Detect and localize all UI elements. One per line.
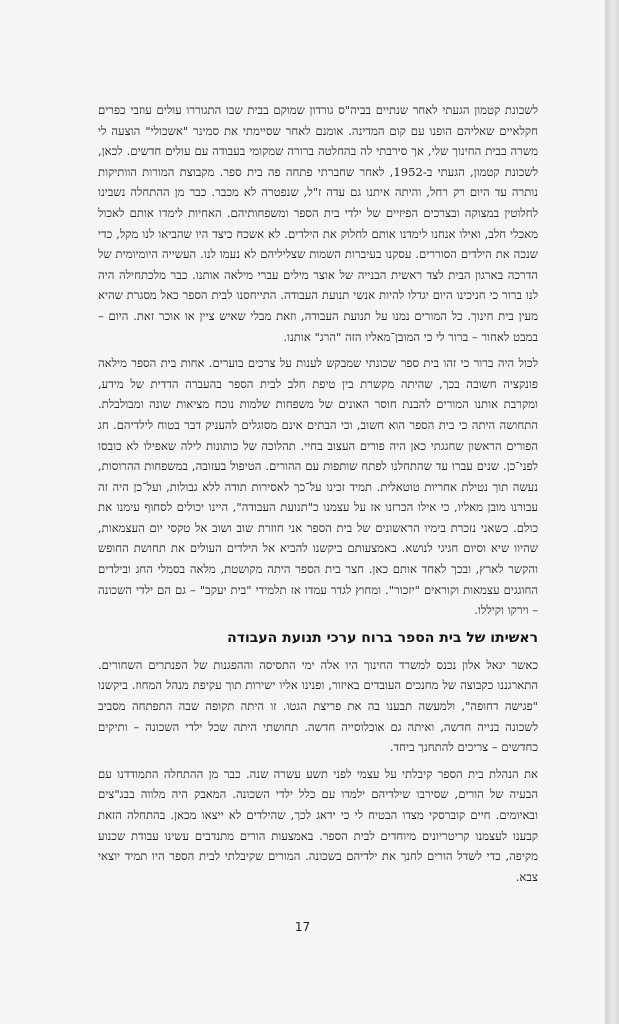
- paragraph-3: כאשר יגאל אלון נכנס למשרד החינוך היו אלה ימי התסיסה וההפגנות של הפנתרים השחורים. התארגננו כקבוצה של מחנכים העובדים באיזור, ופנינו אליו ישירות תוך עקיפת מנהל המחוז. ביקשנו "פגישה דחופה", ולמעשה תבענו בה את פריצת הגטו. זו היתה תקופה שבה התפתחה מסביב לשכונה בנייה חדשה, ואיתה גם אוכלוסייה חדשה. תחושתי היתה שכל ילדי השכונה – ותיקים כחדשים – צריכים להתחנך ביחד.: [98, 657, 538, 755]
- page-text: [98, 100, 538, 893]
- page-edge: [605, 0, 619, 1024]
- paragraph-2: לכול היה ברור כי זהו בית ספר שכונתי שמבקש לענות על צרכים בוערים. אחות בית הספר מילאה פונקציה חשובה בכך, שהיתה מקשרת בין טיפת חלב לבית הספר בהעברה הדדית של מידע, ומקרבת אותנו המורים להבנת חוסר האונים של משפחות שלמות נוכח מציאות שונה ומבולבלת. התחושה היתה כי בית הספר הוא חשוב, וכי הבתים אינם מסוגלים להעניק דבר בטוח לילדיהם. חג הפורים הראשון שחגגתי כאן היה פורים העצוב בחיי. תהלוכה של כותונות לילה שאפילו לא כובסו לפני־כן. שנים עברו עד שהתחלנו לפתח שותפות עם ההורים. הטיפול בעזובה, במשפחות ההרוסות, נעשה תוך נטילת אחריות טוטאלית. תמיד זכינו על־כך לאסירות תודה ללא גבולות, ועל־כן היה זה עבורנו מובן מאליו, כי אילו הכרזנו אז על עצמנו כ"תנועת העבודה", היינו יכולים לסחוף עימנו את כולם. כשאני נזכרת בימיו הראשונים של בית הספר אני חוזרת שוב ושוב אל טקסי יום העצמאות, שהיוו שיא וסיום חגיגי לנושא. באמצעותם ביקשנו להביא אל הילדים העולים את תחושת החופש והקשר לארץ, ובכך לאחד אותם כאן. חצר בית הספר היתה מקושטת, מלאה בסמלי החג ובילדים החוגגים עצמאות וקוראים "יזכור". ומחוץ לגדר עמדו אז תלמידי "בית יעקב" – גם הם ילדי השכונה – וירקו וקיללו.: [98, 356, 538, 618]
- page-number: 17: [294, 920, 311, 934]
- paragraph-4: את הנהלת בית הספר קיבלתי על עצמי לפני תשע עשרה שנה. כבר מן ההתחלה התמודדנו עם הבעיה של הורים, שסירבו שילדיהם ילמדו עם כלל ילדי השכונה. המאבק היה מלווה בבג"צים ובאיומים. חיים קוברסקי מצדו הבטיח לי כי ידאג לכך, שהילדים לא ייצאו מכאן. בהתחלה הזאת קבענו לעצמנו קריטריונים מיוחדים לבית הספר. באמצעות הורים מתנדבים עשינו עבודת שכנוע מקיפה, כדי לשדל הורים לחנך את ילדיהם בשכונה. המורים שקיבלתי לבית הספר היו תמיד יוצאי צבא.: [98, 766, 538, 884]
- section-heading: ראשיתו של בית הספר ברוח ערכי תנועת העבודה: [227, 629, 538, 646]
- paragraph-1: לשכונת קטמון הגעתי לאחר שנתיים בביה"ס גורדון שמוקם בבית שבו התגוררו עולים עוזבי כפרים חקלאיים שאליהם הופנו עם קום המדינה. אומנם לאחר שסיימתי את סמינר "אשכולי" הוצעה לי משרה בבית החינוך שלי, אך סירבתי לה בהחלטה ברורה שמקומי בעבודה עם עולים חדשים. לכאן, לשכונת קטמון, הגעתי ב-1952, לאחר שחברתי פתחה פה בית ספר. מקבוצת המורות הוותיקות נותרה עד היום רק רחל, והיתה איתנו גם עדה ז"ל, שנפטרה לא מכבר. כבר מן ההתחלה נשבינו לחלוטין במצוקה ובצרכים הפיזיים של ילדי בית הספר ומשפחותיהם. האחיות לימדו אותם לאכול מאכלי חלב, ואילו אנחנו לימדנו אותם לחלוק את הילדים. לא אשכח כיצד היו שהביאו לנו מקל, כדי שנכה את הילדים הסוררים. עסקנו בעיברות השמות שצליליהם לא נעמו לנו. העשייה היומיומית של הדרכה בארגון הבית לצד ראשית הבנייה של אוצר מילים עברי מילאה אותנו. כבר מלכתחילה היה לנו ברור כי חניכינו היום יגדלו להיות אנשי תנועת העבודה. התייחסנו לבית הספר כאל מסגרת שהיא מעין בית חינוך. כל המורים נמנו על תנועת העבודה, וזאת מבלי שאיש ציין או אוכר זאת. היום – במבט לאחור – ברור לי כי המובן־מאליו הזה "הרג" אותנו.: [98, 103, 538, 344]
